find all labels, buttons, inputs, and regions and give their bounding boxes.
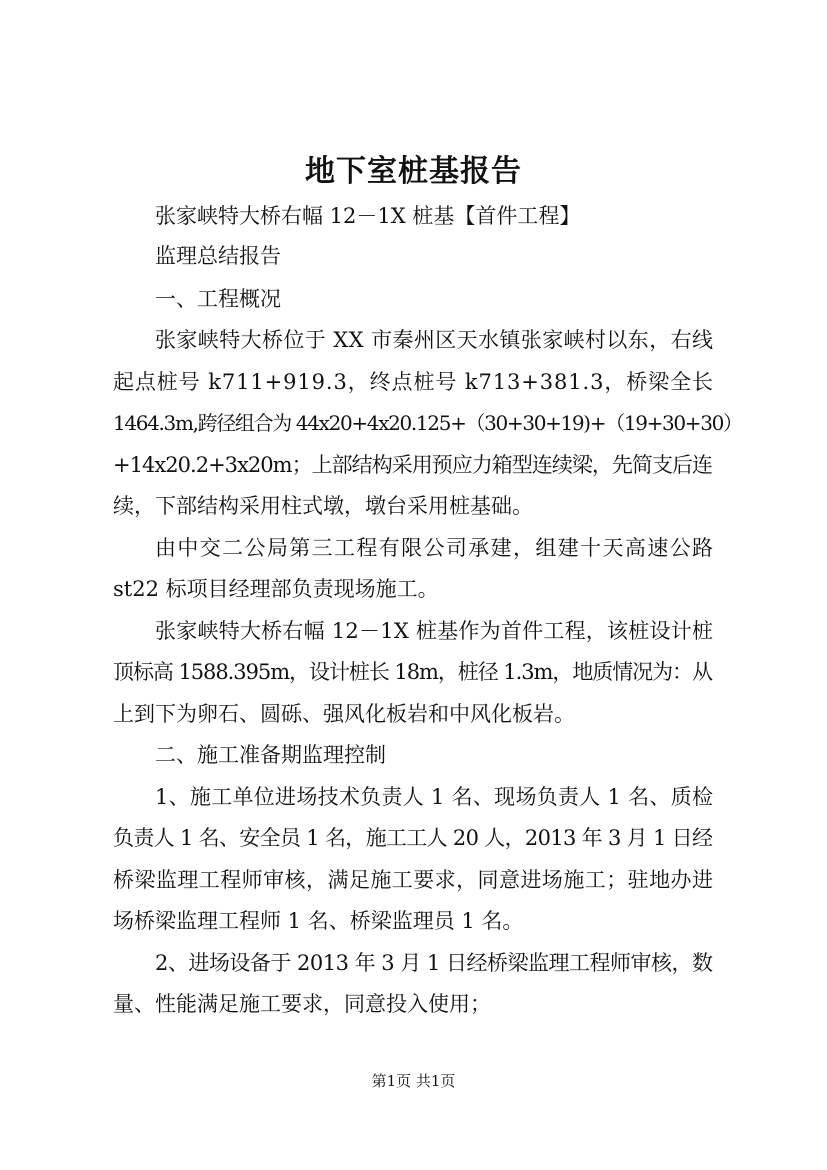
paragraph-line: 由中交二公局第三工程有限公司承建，组建十天高速公路 <box>155 536 715 560</box>
paragraph-line: 桥梁监理工程师审核，满足施工要求，同意进场施工；驻地办进 <box>113 868 714 892</box>
paragraph-line: +14x20.2+3x20m；上部结构采用预应力箱型连续梁，先简支后连 <box>113 453 713 477</box>
paragraph-line: 张家峡特大桥右幅 12－1X 桩基作为首件工程，该桩设计桩 <box>155 619 714 643</box>
paragraph-line: 负责人 1 名、安全员 1 名，施工工人 20 人，2013 年 3 月 1 日经 <box>113 826 713 850</box>
paragraph-line: 起点桩号 k711+919.3，终点桩号 k713+381.3，桥梁全长 <box>113 370 714 394</box>
paragraph-line: 续，下部结构采用柱式墩，墩台采用桩基础。 <box>113 494 533 518</box>
subtitle-line: 监理总结报告 <box>155 244 281 268</box>
paragraph-line: 张家峡特大桥位于 XX 市秦州区天水镇张家峡村以东，右线 <box>155 328 714 352</box>
paragraph-line: 上到下为卵石、圆砾、强风化板岩和中风化板岩。 <box>113 702 575 726</box>
paragraph-line: 1、施工单位进场技术负责人 1 名、现场负责人 1 名、质检 <box>155 785 714 809</box>
section-heading: 一、工程概况 <box>155 287 281 311</box>
paragraph-line: 顶标高 1588.395m，设计桩长 18m，桩径 1.3m，地质情况为：从 <box>113 660 712 684</box>
paragraph-line: 量、性能满足施工要求，同意投入使用； <box>113 992 491 1016</box>
document-title: 地下室桩基报告 <box>305 154 522 189</box>
paragraph-line: 2、进场设备于 2013 年 3 月 1 日经桥梁监理工程师审核，数 <box>155 951 713 975</box>
section-heading: 二、施工准备期监理控制 <box>155 743 386 767</box>
paragraph-line: 场桥梁监理工程师 1 名、桥梁监理员 1 名。 <box>113 909 524 933</box>
paragraph-line: st22 标项目经理部负责现场施工。 <box>113 577 439 601</box>
subtitle-line: 张家峡特大桥右幅 12－1X 桩基【首件工程】 <box>155 204 581 228</box>
page-footer: 第1页 共1页 <box>371 1072 456 1090</box>
paragraph-line: 1464.3m,跨径组合为 44x20+4x20.125+（30+30+19)+（19+30+30） <box>113 411 742 435</box>
